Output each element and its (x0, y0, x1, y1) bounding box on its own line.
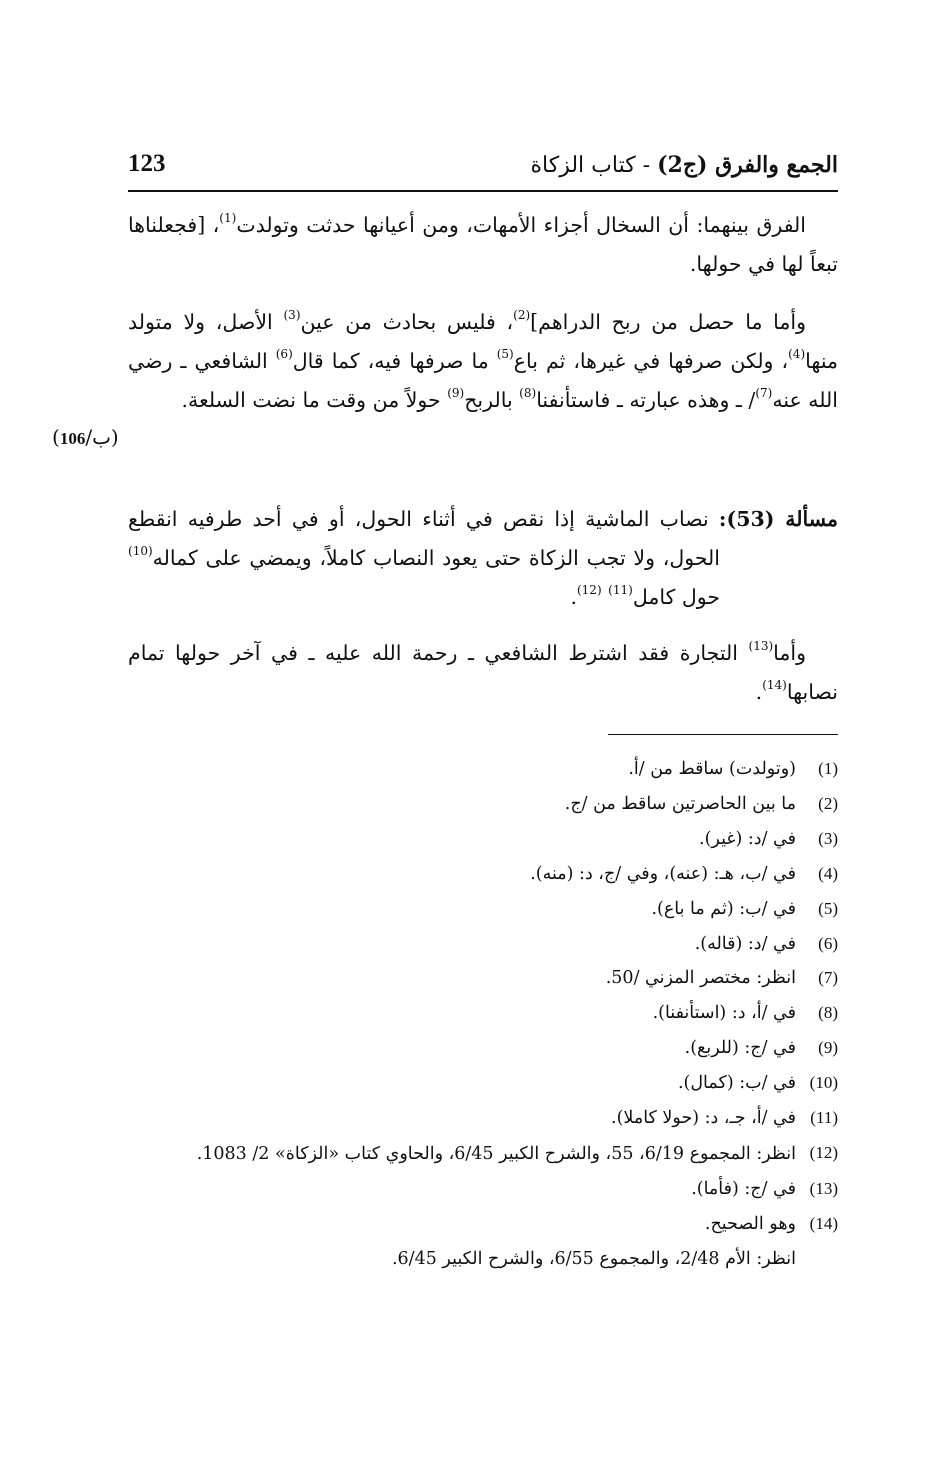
footnote (128, 1101, 838, 1136)
footnote (128, 822, 838, 857)
footnote-ref: (10) (128, 544, 153, 558)
footnote-text: (وتولدت) ساقط من /أ. (628, 759, 796, 779)
footnote-ref: (14) (762, 678, 787, 692)
footnote-ref: (12) (576, 583, 602, 597)
footnote (128, 1031, 838, 1066)
footnote (128, 996, 838, 1031)
footnote (128, 857, 838, 892)
issue-heading: مسألة (53): (718, 507, 838, 531)
footnote (128, 752, 838, 787)
footnote-continuation: انظر: الأم 2/48، والمجموع 6/55، والشرح الكبير 6/45. (391, 1248, 796, 1269)
paragraph-text: حول كامل (632, 585, 720, 609)
paragraph-text: حولاً من وقت ما نضت السلعة. (181, 388, 448, 412)
paragraph-1 (128, 206, 838, 284)
footnote-number: (7) (818, 968, 838, 988)
footnote-ref: (2) (513, 308, 531, 322)
footnote-rule (608, 734, 838, 735)
footnote-number: (13) (809, 1178, 838, 1198)
footnote (128, 892, 838, 927)
footnote-text: ما بين الحاصرتين ساقط من /ج. (564, 793, 796, 814)
paragraph-text: وأما (773, 641, 806, 665)
footnote-text: في /ب: (كمال). (677, 1073, 796, 1094)
ms-ref-number: 106 (59, 429, 86, 448)
paragraph-text: التجارة فقد اشترط الشافعي ـ رحمة الله عليه ـ في آخر حولها تمام نصابها (128, 641, 838, 704)
paragraph-text: وأما ما حصل من ربح الدراهم] (530, 310, 807, 334)
paragraph-text: ما صرفها فيه، كما قال (292, 349, 497, 373)
footnote (128, 1066, 838, 1101)
footnote (128, 787, 838, 822)
paragraph-text: ، ولكن صرفها في غيرها، ثم باع (513, 349, 789, 373)
footnote-ref: (13) (748, 639, 774, 653)
footnote-text: في /د: (قاله). (694, 933, 796, 954)
footnote-text: في /د: (غير). (699, 828, 796, 849)
paragraph-4 (128, 634, 838, 712)
footnote-ref: (3) (283, 308, 301, 322)
footnote-ref: (6) (275, 347, 293, 361)
footnote-number: (12) (809, 1142, 838, 1162)
footnotes (128, 752, 838, 1277)
chapter-title: كتاب الزكاة (530, 153, 636, 178)
footnote-number: (10) (809, 1073, 838, 1093)
footnote (128, 1207, 838, 1242)
footnote-number: (1) (818, 759, 838, 778)
footnote-number: (4) (818, 863, 838, 883)
running-title (531, 150, 839, 181)
page-number: 123 (128, 150, 166, 177)
footnote-text: في /ج: (للربع). (684, 1038, 796, 1059)
paragraph-text: الفرق بينهما: أن السخال أجزاء الأمهات، ومن أعيانها حدثت وتولدت (236, 213, 807, 237)
footnote (128, 1172, 838, 1207)
paragraph-text: / ـ وهذه عبارته ـ فاستأنفنا (536, 388, 756, 412)
footnote-number: (6) (818, 933, 838, 953)
ms-ref-close: /ب) (85, 425, 119, 449)
footnote-number: (9) (818, 1038, 838, 1058)
manuscript-folio-ref (52, 422, 119, 454)
header-rule (128, 190, 838, 192)
paragraph-text: . (755, 680, 763, 704)
footnote-text: في /أ، د: (استأنفنا). (652, 1003, 796, 1024)
page-header (128, 150, 838, 190)
paragraph-text: ، [فجعلناها تبعاً لها في حولها. (128, 213, 838, 276)
paragraph-2 (128, 303, 838, 420)
footnote-text: انظر: المجموع 6/19، 55، والشرح الكبير 6/45، والحاوي كتاب «الزكاة» 2/ 1083. (196, 1143, 796, 1164)
footnote-number: (8) (818, 1003, 838, 1023)
footnote-text: في /ج: (فأما). (691, 1178, 796, 1199)
paragraph-text: . (570, 585, 577, 609)
footnote-ref: (1) (219, 211, 237, 225)
footnote (128, 961, 838, 996)
footnote-text: انظر: مختصر المزني /50. (605, 968, 796, 989)
footnote-number: (2) (818, 793, 838, 813)
footnote-text: في /ب، هـ: (عنه)، وفي /ج، د: (منه). (530, 863, 796, 884)
ms-ref-open: ( (52, 425, 60, 449)
footnote (128, 927, 838, 962)
footnote (128, 1136, 838, 1172)
footnote-text: في /ب: (ثم ما باع). (651, 898, 796, 919)
paragraph-text: الأصل، ولا متولد منها (128, 310, 838, 373)
issue-53 (128, 500, 838, 617)
footnote-ref: (8) (519, 386, 537, 400)
footnote-text: وهو الصحيح. (704, 1213, 796, 1234)
footnote-number: (5) (818, 898, 838, 918)
paragraph-text: نصاب الماشية إذا نقص في أثناء الحول، أو في أحد طرفيه انقطع الحول، ولا تجب الزكاة حتى يعود النصاب كاملاً، ويمضي على كماله (128, 507, 720, 570)
footnote-ref: (5) (496, 347, 514, 361)
paragraph-text: بالربح (464, 388, 520, 412)
footnote-ref: (9) (447, 386, 465, 400)
footnote-ref: (11) (608, 583, 633, 597)
paragraph-text: الشافعي ـ رضي الله عنه (128, 349, 838, 412)
title-separator: - (635, 153, 658, 178)
footnote-ref: (7) (755, 386, 773, 400)
book-title: الجمع والفرق (ج2) (657, 152, 838, 178)
footnote-number: (3) (818, 828, 838, 848)
footnote-number: (11) (810, 1108, 838, 1128)
paragraph-text: ، فليس بحادث من عين (300, 310, 514, 334)
footnote-ref: (4) (788, 347, 806, 361)
footnote-text: في /أ، جـ، د: (حولا كاملا). (611, 1108, 796, 1129)
footnote-number: (14) (809, 1213, 838, 1233)
